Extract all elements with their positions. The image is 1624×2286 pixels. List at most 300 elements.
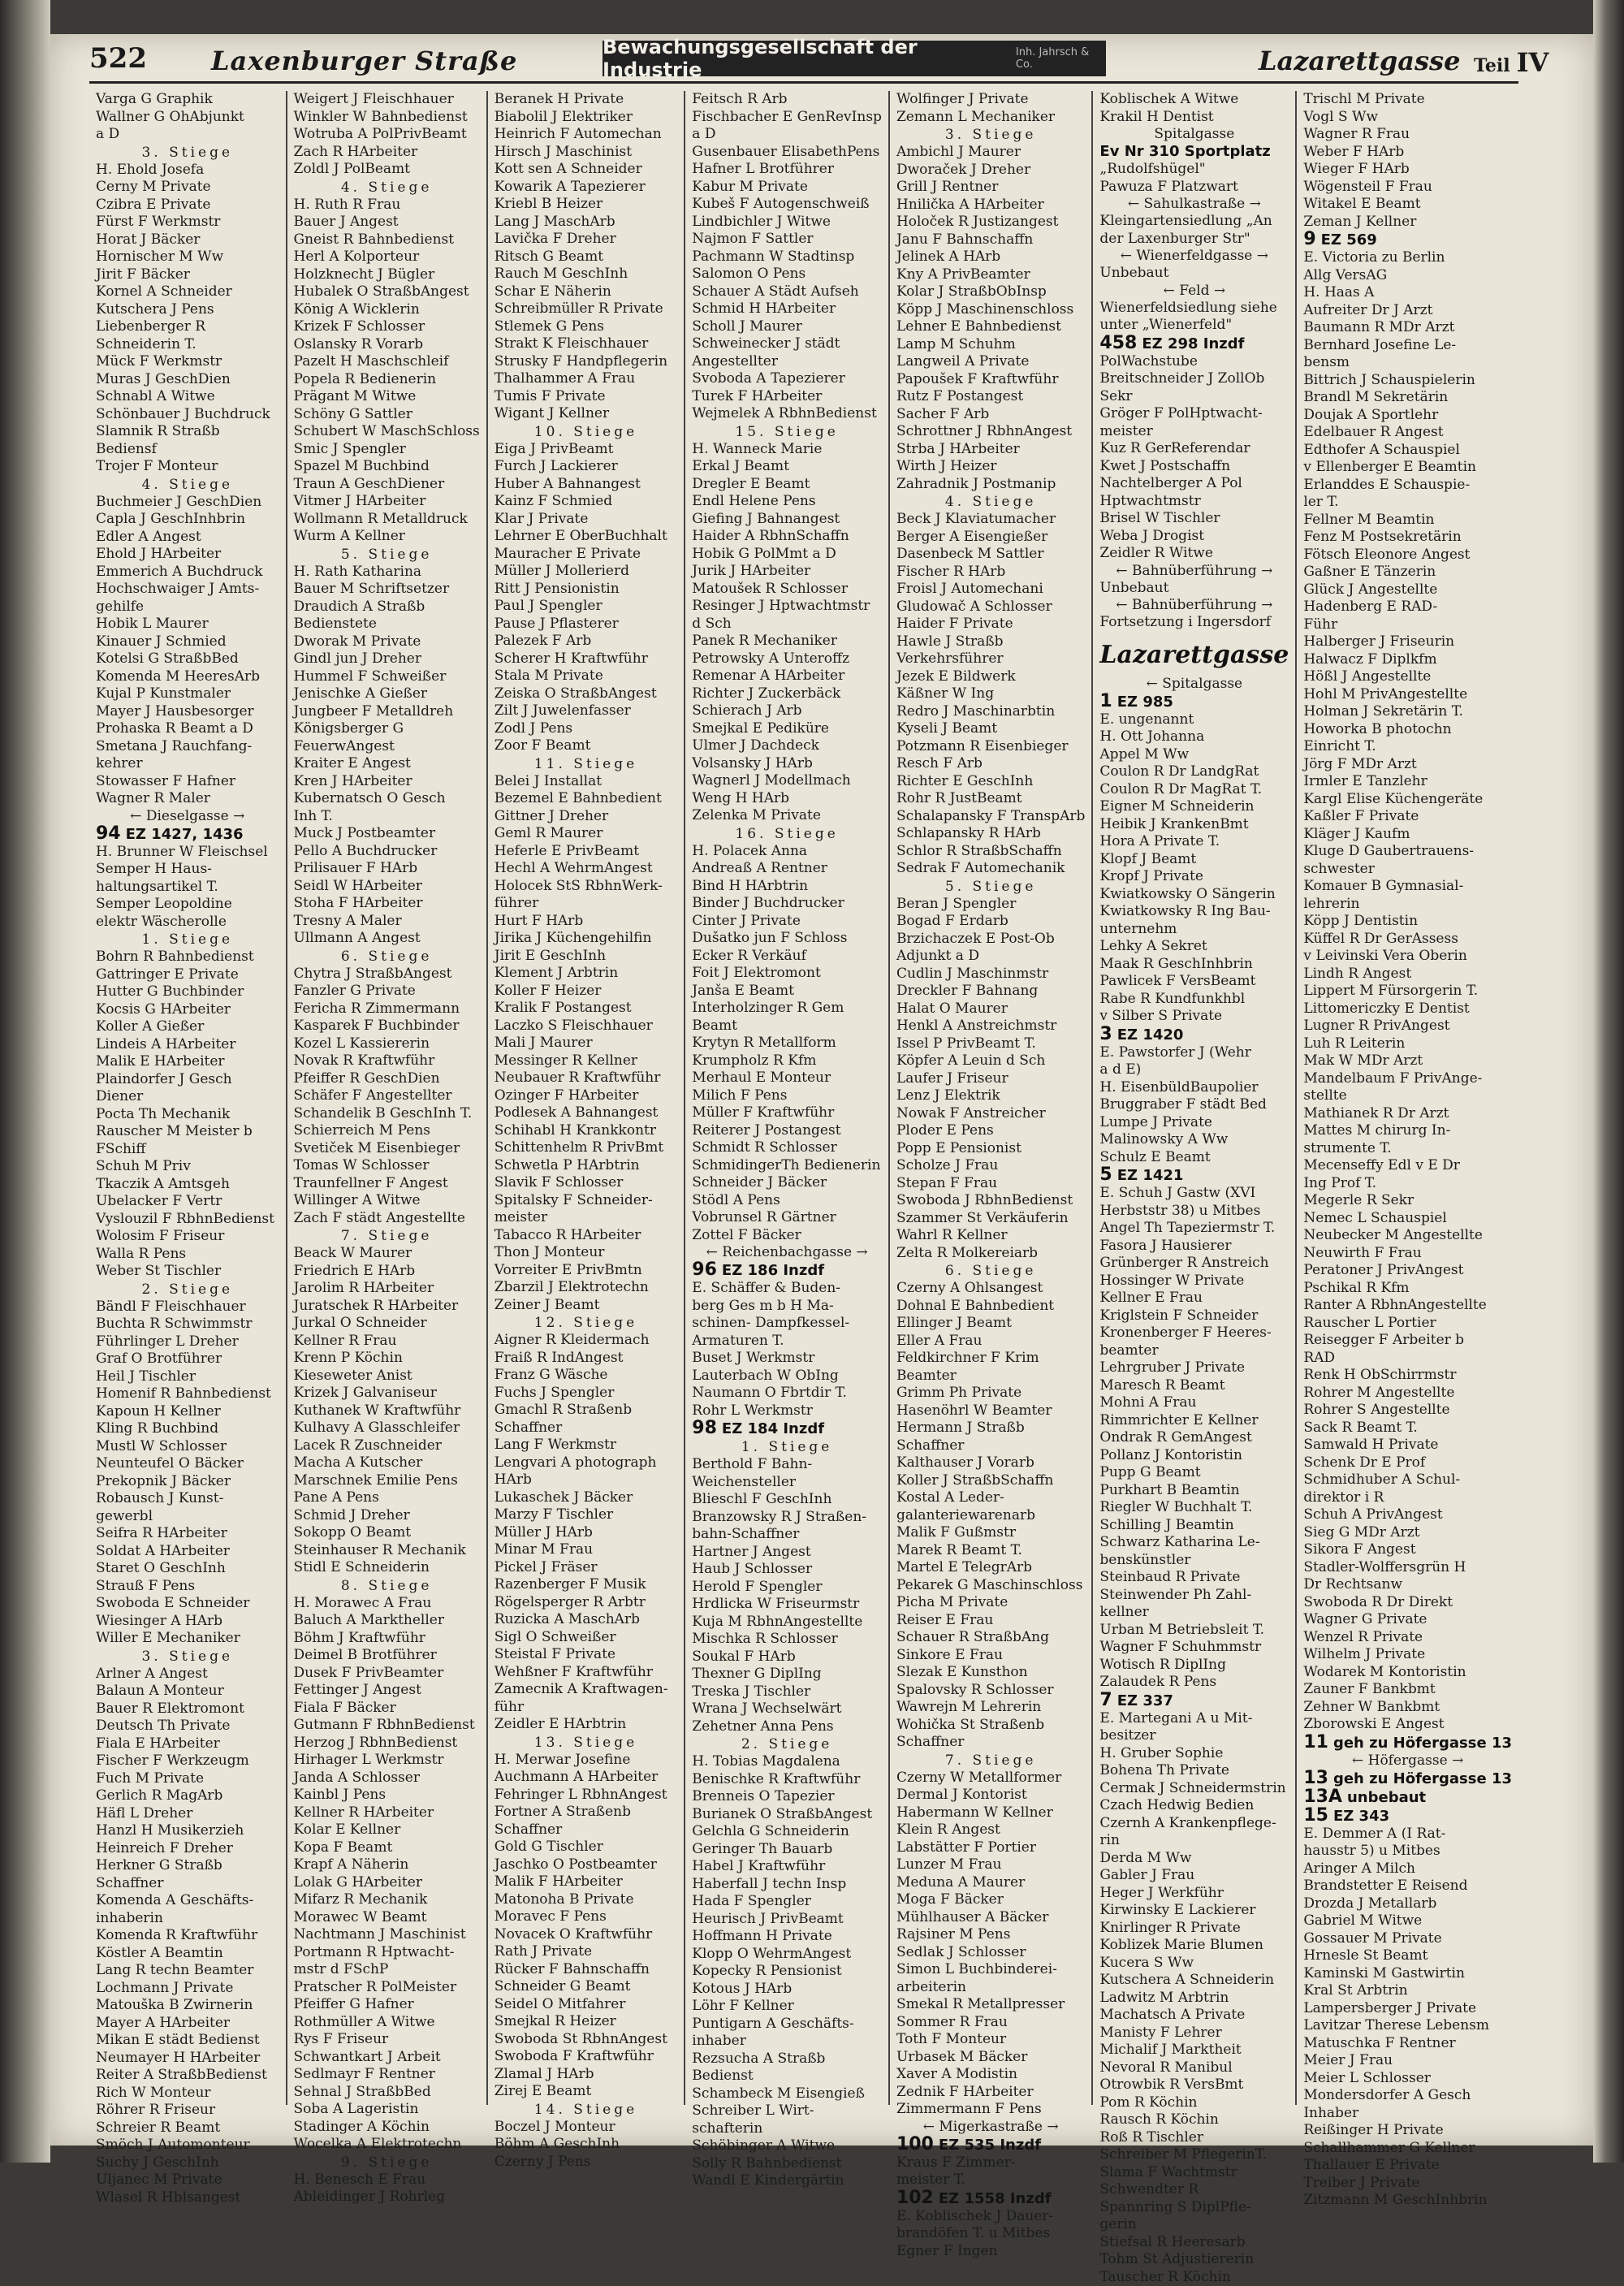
resident-entry: Wolosim F Friseur: [96, 1228, 279, 1246]
resident-entry: Belei J Installat: [495, 773, 678, 791]
resident-entry: Palezek F Arb: [495, 633, 678, 650]
house-number: 1: [1099, 691, 1112, 711]
resident-entry: Steinbaud R Private: [1099, 1569, 1289, 1587]
staircase-heading: 16. Stiege: [692, 825, 882, 843]
resident-entry: Heil J Tischler: [96, 1368, 279, 1386]
resident-entry: E. Schäffer & Buden-: [692, 1280, 882, 1298]
resident-entry: Küffel R Dr GerAssess: [1303, 931, 1512, 949]
resident-entry: Kuz R GerReferendar: [1099, 440, 1289, 458]
resident-entry: Wahrl R Kellner: [896, 1227, 1085, 1245]
resident-entry: Schulz E Beamt: [1099, 1149, 1289, 1167]
resident-entry: Scholl J Maurer: [692, 318, 882, 336]
resident-entry: Unbebaut: [1099, 580, 1289, 598]
resident-entry: a D: [96, 126, 279, 144]
resident-entry: Pschikal R Kfm: [1303, 1280, 1512, 1298]
resident-entry: Ehold J HArbeiter: [96, 546, 279, 564]
resident-entry: Wollmann R Metalldruck: [294, 511, 480, 529]
resident-entry: Sinkore E Frau: [896, 1647, 1085, 1665]
resident-entry: Svetiček M Eisenbieger: [294, 1140, 480, 1158]
resident-entry: Fiala E HArbeiter: [96, 1735, 279, 1753]
house-number-info: EZ 298 Inzdf: [1142, 335, 1244, 352]
resident-entry: d Sch: [692, 616, 882, 633]
resident-entry: Königsberger G: [294, 720, 480, 738]
resident-entry: Mayer J Hausbesorger: [96, 703, 279, 721]
resident-entry: Beck J Klaviatumacher: [896, 511, 1085, 529]
resident-entry: H. Rath Katharina: [294, 564, 480, 581]
resident-entry: Schreiber M PflegerinT.: [1099, 2146, 1289, 2164]
staircase-heading: 4. Stiege: [294, 179, 480, 197]
resident-entry: Prohaska R Beamt a D: [96, 720, 279, 738]
resident-entry: Baumann R MDr Arzt: [1303, 319, 1512, 337]
resident-entry: Panek R Mechaniker: [692, 633, 882, 650]
resident-entry: Schöbinger A Witwe: [692, 2137, 882, 2155]
resident-entry: Schauer A Städt Aufseh: [692, 283, 882, 301]
staircase-heading: 15. Stiege: [692, 423, 882, 441]
resident-entry: Müller J Mollerierd: [495, 563, 678, 581]
resident-entry: brandöfen T. u Mitbes: [896, 2225, 1085, 2243]
resident-entry: Köpp J Maschinenschloss: [896, 301, 1085, 319]
resident-entry: Krenn P Köchin: [294, 1350, 480, 1368]
resident-entry: Balaun A Monteur: [96, 1683, 279, 1700]
resident-entry: Zach R HArbeiter: [294, 144, 480, 162]
resident-entry: Schwarz Katharina Le-: [1099, 1534, 1289, 1552]
resident-entry: Pfeiffer G Hafner: [294, 1996, 480, 2014]
resident-entry: Lugner R PrivAngest: [1303, 1018, 1512, 1035]
resident-entry: Hirhager L Werkmstr: [294, 1752, 480, 1770]
resident-entry: Stoha F HArbeiter: [294, 895, 480, 913]
resident-entry: Czach Hedwig Bedien: [1099, 1797, 1289, 1815]
resident-entry: Zemann L Mechaniker: [896, 109, 1085, 127]
resident-entry: Buchta R Schwimmstr: [96, 1316, 279, 1333]
resident-entry: Franz G Wäsche: [495, 1367, 678, 1385]
advertisement-subtext: Inh. Jahrsch & Co.: [1016, 46, 1106, 71]
resident-entry: Wieger F HArb: [1303, 161, 1512, 179]
resident-entry: Wehßner F Kraftwführ: [495, 1664, 678, 1682]
resident-entry: Kraiter E Angest: [294, 755, 480, 773]
resident-entry: Schrottner J RbhnAngest: [896, 423, 1085, 441]
resident-entry: Koller J StraßbSchaffn: [896, 1472, 1085, 1490]
resident-entry: Zeidler E HArbtrin: [495, 1716, 678, 1734]
resident-entry: Kleingartensiedlung „An: [1099, 213, 1289, 231]
resident-entry: Friedrich E HArb: [294, 1263, 480, 1281]
resident-entry: Deimel B Brotführer: [294, 1647, 480, 1665]
resident-entry: HArb: [495, 1471, 678, 1489]
resident-entry: Wawrejn M Lehrerin: [896, 1699, 1085, 1717]
resident-entry: Rothmüller A Witwe: [294, 2014, 480, 2032]
resident-entry: Ableidinger J Rohrleg: [294, 2189, 480, 2206]
resident-entry: Mayer A HArbeiter: [96, 2015, 279, 2033]
house-number-info: Ev Nr 310 Sportplatz: [1099, 143, 1270, 160]
resident-entry: mstr d FSchP: [294, 1961, 480, 1979]
resident-entry: Maresch R Beamt: [1099, 1377, 1289, 1395]
house-number-info: EZ 1420: [1117, 1026, 1184, 1044]
resident-entry: Fasora J Hausierer: [1099, 1238, 1289, 1255]
resident-entry: Komenda M HeeresArb: [96, 668, 279, 686]
resident-entry: Dworaček J Dreher: [896, 162, 1085, 179]
resident-entry: Salomon O Pens: [692, 266, 882, 283]
resident-entry: Egner F Ingen: [896, 2243, 1085, 2261]
resident-entry: Berger A Eisengießer: [896, 529, 1085, 547]
resident-entry: Hoffmann H Private: [692, 1928, 882, 1946]
resident-entry: meister: [1099, 423, 1289, 441]
resident-entry: Dušatko jun F Schloss: [692, 930, 882, 948]
resident-entry: Wilhelm J Private: [1303, 1646, 1512, 1664]
staircase-heading: 2. Stiege: [692, 1735, 882, 1753]
resident-entry: Zehetner Anna Pens: [692, 1718, 882, 1736]
resident-entry: Pratscher R PolMeister: [294, 1979, 480, 1997]
resident-entry: Schaffner: [495, 1821, 678, 1839]
resident-entry: Schneider J Bäcker: [692, 1174, 882, 1192]
house-number: 100: [896, 2134, 934, 2154]
resident-entry: Jurik J HArbeiter: [692, 563, 882, 581]
resident-entry: Kowarik A Tapezierer: [495, 179, 678, 197]
resident-entry: Weba J Drogist: [1099, 528, 1289, 546]
resident-entry: Bedienstete: [294, 616, 480, 633]
resident-entry: Herbststr 38) u Mitbes: [1099, 1203, 1289, 1221]
resident-entry: Zalaudek R Pens: [1099, 1674, 1289, 1692]
resident-entry: Prekopnik J Bäcker: [96, 1473, 279, 1491]
resident-entry: Fuch M Private: [96, 1770, 279, 1788]
house-number-info: geh zu Höfergasse 13: [1333, 1735, 1512, 1752]
resident-entry: Dworak M Private: [294, 633, 480, 651]
resident-entry: Jungbeer F Metalldreh: [294, 703, 480, 721]
resident-entry: Hohl M PrivAngestellte: [1303, 686, 1512, 704]
resident-entry: Smöch J Automonteur: [96, 2137, 279, 2154]
resident-entry: Soldat A HArbeiter: [96, 1543, 279, 1561]
resident-entry: Kotous J HArb: [692, 1981, 882, 1999]
resident-entry: Mandelbaum F PrivAnge-: [1303, 1070, 1512, 1088]
resident-entry: besitzer: [1099, 1727, 1289, 1745]
resident-entry: Kott sen A Schneider: [495, 161, 678, 179]
resident-entry: berg Ges m b H Ma-: [692, 1298, 882, 1316]
resident-entry: Scholze J Frau: [896, 1157, 1085, 1175]
resident-entry: H. Tobias Magdalena: [692, 1753, 882, 1771]
resident-entry: Ulmer J Dachdeck: [692, 737, 882, 755]
resident-entry: Kieseweter Anist: [294, 1368, 480, 1385]
resident-entry: Dusek F PrivBeamter: [294, 1665, 480, 1683]
resident-entry: Tresny A Maler: [294, 913, 480, 931]
resident-entry: Kaßler F Private: [1303, 808, 1512, 826]
resident-entry: Schambeck M Eisengieß: [692, 2085, 882, 2103]
resident-entry: Wolfinger J Private: [896, 91, 1085, 109]
resident-entry: Kinauer J Schmied: [96, 633, 279, 651]
resident-entry: SchmidingerTh Bedienerin: [692, 1157, 882, 1175]
resident-entry: Slamnik R Straßb: [96, 423, 279, 441]
resident-entry: Geringer Th Bauarb: [692, 1841, 882, 1859]
resident-entry: Petrowsky A Unteroffz: [692, 650, 882, 668]
cross-street-marker: ← Bahnüberführung →: [1099, 597, 1289, 614]
resident-entry: Papoušek F Kraftwführ: [896, 371, 1085, 389]
resident-entry: Gusenbauer ElisabethPens: [692, 144, 882, 162]
resident-entry: Eiga J PrivBeamt: [495, 441, 678, 459]
resident-entry: Mikan E städt Bedienst: [96, 2032, 279, 2050]
resident-entry: Sehnal J StraßbBed: [294, 2084, 480, 2102]
resident-entry: Beran J Spengler: [896, 896, 1085, 914]
resident-entry: Rezsucha A Straßb: [692, 2050, 882, 2068]
resident-entry: Rögelsperger R Arbtr: [495, 1594, 678, 1612]
resident-entry: Scherer H Kraftwführ: [495, 650, 678, 668]
resident-entry: Brandstetter E Reisend: [1303, 1878, 1512, 1895]
resident-entry: Heibik J KrankenBmt: [1099, 816, 1289, 834]
resident-entry: Lauterbach W ObIng: [692, 1368, 882, 1385]
resident-entry: H. Haas A: [1303, 284, 1512, 302]
resident-entry: Hutter G Buchbinder: [96, 983, 279, 1001]
resident-entry: Hada F Spengler: [692, 1893, 882, 1911]
resident-entry: Hrdlicka W Friseurmstr: [692, 1596, 882, 1614]
resident-entry: strumente T.: [1303, 1140, 1512, 1158]
staircase-heading: 13. Stiege: [495, 1734, 678, 1752]
resident-entry: Nemec L Schauspiel: [1303, 1210, 1512, 1228]
resident-entry: Lang F Werkmstr: [495, 1437, 678, 1454]
resident-entry: Zottel F Bäcker: [692, 1227, 882, 1245]
resident-entry: ler T.: [1303, 494, 1512, 512]
resident-entry: Klar J Private: [495, 511, 678, 529]
resident-entry: Stadler-Wolffersgrün H: [1303, 1559, 1512, 1577]
house-number-entry: [1303, 1734, 1512, 1752]
resident-entry: Wohička St Straßenb: [896, 1717, 1085, 1735]
resident-entry: kellner: [1099, 1604, 1289, 1622]
resident-entry: Interholzinger R Gem: [692, 1000, 882, 1018]
resident-entry: Walla R Pens: [96, 1246, 279, 1264]
resident-entry: Strusky F Handpflegerin: [495, 353, 678, 371]
resident-entry: E. ungenannt: [1099, 711, 1289, 729]
resident-entry: Furch J Lackierer: [495, 458, 678, 476]
staircase-heading: 5. Stiege: [294, 546, 480, 564]
resident-entry: Marzy F Tischler: [495, 1506, 678, 1524]
resident-entry: Inh T.: [294, 808, 480, 826]
resident-entry: beamter: [1099, 1342, 1289, 1360]
resident-entry: Kny A PrivBeamter: [896, 266, 1085, 284]
resident-entry: Koller A Gießer: [96, 1018, 279, 1036]
resident-entry: Fortsetzung i Ingersdorf: [1099, 614, 1289, 632]
resident-entry: Kolar E Kellner: [294, 1821, 480, 1839]
resident-entry: schwester: [1303, 861, 1512, 879]
resident-entry: Dasenbeck M Sattler: [896, 546, 1085, 564]
resident-entry: Lang J MaschArb: [495, 214, 678, 231]
resident-entry: Draudich A Straßb: [294, 599, 480, 616]
resident-entry: Stlemek G Pens: [495, 318, 678, 336]
resident-entry: Steinhauser R Mechanik: [294, 1542, 480, 1560]
resident-entry: „Rudolfshügel": [1099, 161, 1289, 179]
resident-entry: Pom R Köchin: [1099, 2094, 1289, 2112]
resident-entry: Schwantkart J Arbeit: [294, 2049, 480, 2067]
resident-entry: Lengvari A photograph: [495, 1454, 678, 1472]
resident-entry: Kujal P Kunstmaler: [96, 685, 279, 703]
staircase-heading: 6. Stiege: [896, 1262, 1085, 1280]
resident-entry: Turek F HArbeiter: [692, 388, 882, 406]
resident-entry: Czernh A Krankenpflege-: [1099, 1815, 1289, 1833]
resident-entry: Ellinger J Beamt: [896, 1315, 1085, 1333]
resident-entry: Bittrich J Schauspielerin: [1303, 372, 1512, 390]
resident-entry: Mifarz R Mechanik: [294, 1891, 480, 1909]
resident-entry: RAD: [1303, 1350, 1512, 1368]
directory-column-5: [890, 91, 1093, 2105]
resident-entry: Kainz F Schmied: [495, 493, 678, 511]
resident-entry: Novak R Kraftwführ: [294, 1052, 480, 1070]
resident-entry: Zoldl J PolBeamt: [294, 161, 480, 179]
resident-entry: Schierreich M Pens: [294, 1122, 480, 1140]
resident-entry: Kaminski M Gastwirtin: [1303, 1965, 1512, 1983]
house-number-entry: [96, 825, 279, 844]
cross-street-marker: ← Feld →: [1099, 283, 1289, 300]
resident-entry: Zoor F Beamt: [495, 737, 678, 755]
resident-entry: Thalhammer A Frau: [495, 370, 678, 388]
resident-entry: Fischer R HArb: [896, 564, 1085, 581]
resident-entry: Hasenöhrl W Beamter: [896, 1402, 1085, 1420]
resident-entry: Hafner L Brotführer: [692, 161, 882, 179]
resident-entry: Prilisauer F HArb: [294, 860, 480, 878]
resident-entry: Prägant M Witwe: [294, 388, 480, 406]
resident-entry: Kraus F Zimmer-: [896, 2154, 1085, 2172]
resident-entry: Tabacco R HArbeiter: [495, 1227, 678, 1245]
resident-entry: direktor i R: [1303, 1489, 1512, 1507]
resident-entry: Kwiatkowsky O Sängerin: [1099, 886, 1289, 904]
resident-entry: Zeman J Kellner: [1303, 214, 1512, 231]
resident-entry: Sikora F Angest: [1303, 1541, 1512, 1559]
resident-entry: Brandl M Sekretärin: [1303, 389, 1512, 407]
resident-entry: Zelta R Molkereiarb: [896, 1245, 1085, 1263]
resident-entry: Käßner W Ing: [896, 685, 1085, 703]
resident-entry: Staret O GeschInh: [96, 1560, 279, 1578]
resident-entry: Luh R Leiterin: [1303, 1035, 1512, 1053]
resident-entry: Köpfer A Leuin d Sch: [896, 1052, 1085, 1070]
resident-entry: Hößl J Angestellte: [1303, 668, 1512, 686]
resident-entry: Grill J Rentner: [896, 179, 1085, 197]
part-label-text: Teil: [1474, 55, 1510, 76]
resident-entry: Vyslouzil F RbhnBedienst: [96, 1211, 279, 1229]
resident-entry: Kropf J Private: [1099, 868, 1289, 886]
page-number: 522: [89, 42, 147, 75]
resident-entry: Bedienst: [692, 2068, 882, 2085]
resident-entry: Zodl J Pens: [495, 720, 678, 738]
resident-entry: Plaindorfer J Gesch: [96, 1071, 279, 1089]
advertisement-text: Bewachungsgesellschaft der Industrie: [603, 36, 1008, 81]
resident-entry: Fuchs J Spengler: [495, 1385, 678, 1402]
resident-entry: gehilfe: [96, 599, 279, 616]
resident-entry: Moravec F Pens: [495, 1908, 678, 1926]
resident-entry: Zelenka M Private: [692, 807, 882, 825]
resident-entry: Glück J Angestellte: [1303, 581, 1512, 599]
resident-entry: Bruggraber F städt Bed: [1099, 1096, 1289, 1114]
resident-entry: Lamp M Schuhm: [896, 336, 1085, 354]
resident-entry: Doujak A Sportlehr: [1303, 407, 1512, 425]
house-number: 13A: [1303, 1787, 1342, 1807]
resident-entry: Willer E Mechaniker: [96, 1630, 279, 1648]
resident-entry: v Leivinski Vera Oberin: [1303, 948, 1512, 966]
resident-entry: Ritt J Pensionistin: [495, 581, 678, 599]
resident-entry: Matoušek R Schlosser: [692, 581, 882, 599]
resident-entry: Thallauer E Private: [1303, 2157, 1512, 2175]
resident-entry: Soukal F HArb: [692, 1649, 882, 1666]
resident-entry: Neuwirth F Frau: [1303, 1245, 1512, 1263]
resident-entry: Kocsis G HArbeiter: [96, 1001, 279, 1019]
resident-entry: Lacek R Zuschneider: [294, 1437, 480, 1455]
resident-entry: Weber F HArb: [1303, 144, 1512, 162]
resident-entry: Lehrner E OberBuchhalt: [495, 528, 678, 546]
resident-entry: Ozinger F HArbeiter: [495, 1087, 678, 1105]
staircase-heading: 7. Stiege: [896, 1752, 1085, 1770]
resident-entry: Schmidt R Schlosser: [692, 1139, 882, 1157]
resident-entry: Bogad F Erdarb: [896, 913, 1085, 931]
staircase-heading: 5. Stiege: [896, 878, 1085, 896]
directory-column-7: [1297, 91, 1518, 2105]
resident-entry: Milich F Pens: [692, 1087, 882, 1105]
resident-entry: Volsansky J HArb: [692, 755, 882, 773]
resident-entry: Zbarzil J Elektrotechn: [495, 1279, 678, 1297]
resident-entry: Vorreiter E PrivBmtn: [495, 1262, 678, 1280]
resident-entry: E. Martegani A u Mit-: [1099, 1710, 1289, 1728]
resident-entry: Hawle J Straßb: [896, 633, 1085, 651]
resident-entry: Popela R Bedienerin: [294, 371, 480, 389]
resident-entry: Kolar J StraßbObInsp: [896, 283, 1085, 301]
resident-entry: Malik E HArbeiter: [96, 1053, 279, 1071]
resident-entry: Richter E GeschInh: [896, 773, 1085, 791]
resident-entry: Pawuza F Platzwart: [1099, 179, 1289, 197]
resident-entry: Nachtmann J Maschinist: [294, 1926, 480, 1944]
resident-entry: Redro J Maschinarbtin: [896, 703, 1085, 721]
resident-entry: Lavitzar Therese Lebensm: [1303, 2017, 1512, 2035]
resident-entry: Kluge D Gaubertrauens-: [1303, 843, 1512, 861]
resident-entry: Jarolim R HArbeiter: [294, 1280, 480, 1298]
resident-entry: Kronenberger F Heeres-: [1099, 1324, 1289, 1342]
resident-entry: schinen- Dampfkessel-: [692, 1315, 882, 1333]
resident-entry: Holzknecht J Bügler: [294, 266, 480, 284]
resident-entry: Komenda A Geschäfts-: [96, 1892, 279, 1910]
resident-entry: Spannring S DiplPfle-: [1099, 2199, 1289, 2217]
resident-entry: Weber St Tischler: [96, 1263, 279, 1281]
resident-entry: Foit J Elektromont: [692, 965, 882, 983]
directory-column-3: [488, 91, 686, 2105]
resident-entry: Lumpe J Private: [1099, 1114, 1289, 1132]
header-rule: [89, 81, 1518, 84]
resident-entry: Schierach J Arb: [692, 702, 882, 720]
resident-entry: Renk H ObSchirrmstr: [1303, 1367, 1512, 1385]
resident-entry: a D: [692, 126, 882, 144]
resident-entry: Rauscher L Portier: [1303, 1315, 1512, 1333]
resident-entry: Pawlicek F VersBeamt: [1099, 973, 1289, 991]
resident-entry: Gmachl R Straßenb: [495, 1402, 678, 1420]
resident-entry: Sekr: [1099, 388, 1289, 406]
resident-entry: Megerle R Sekr: [1303, 1192, 1512, 1210]
resident-entry: v Ellenberger E Beamtin: [1303, 459, 1512, 477]
resident-entry: Koblizek Marie Blumen: [1099, 1937, 1289, 1955]
resident-entry: Smejkal R Heizer: [495, 2013, 678, 2031]
resident-entry: arbeiterin: [896, 1979, 1085, 1997]
resident-entry: Howorka B photochn: [1303, 721, 1512, 739]
resident-entry: Moga F Bäcker: [896, 1891, 1085, 1909]
resident-entry: Vogl S Ww: [1303, 109, 1512, 127]
resident-entry: Jurkal O Schneider: [294, 1315, 480, 1333]
resident-entry: Weng H HArb: [692, 790, 882, 808]
resident-entry: H. Benesch E Frau: [294, 2171, 480, 2189]
resident-entry: Reisegger F Arbeiter b: [1303, 1332, 1512, 1350]
resident-entry: Szammer St Verkäuferin: [896, 1210, 1085, 1228]
resident-entry: Rausch R Köchin: [1099, 2111, 1289, 2129]
resident-entry: Zirej E Beamt: [495, 2083, 678, 2101]
resident-entry: Otrowbik R VersBmt: [1099, 2076, 1289, 2094]
resident-entry: Rabe R Kundfunkhbl: [1099, 991, 1289, 1009]
resident-entry: Schreiber L Wirt-: [692, 2102, 882, 2120]
resident-entry: Laufer J Friseur: [896, 1070, 1085, 1088]
resident-entry: Trojer F Monteur: [96, 458, 279, 476]
resident-entry: Endl Helene Pens: [692, 493, 882, 511]
resident-entry: Kopa F Beamt: [294, 1839, 480, 1857]
resident-entry: Edelbauer R Angest: [1303, 424, 1512, 442]
resident-entry: Jezek E Bildwerk: [896, 668, 1085, 686]
resident-entry: haltungsartikel T.: [96, 879, 279, 897]
resident-entry: Roß R Tischler: [1099, 2129, 1289, 2147]
resident-entry: Pocta Th Mechanik: [96, 1106, 279, 1124]
